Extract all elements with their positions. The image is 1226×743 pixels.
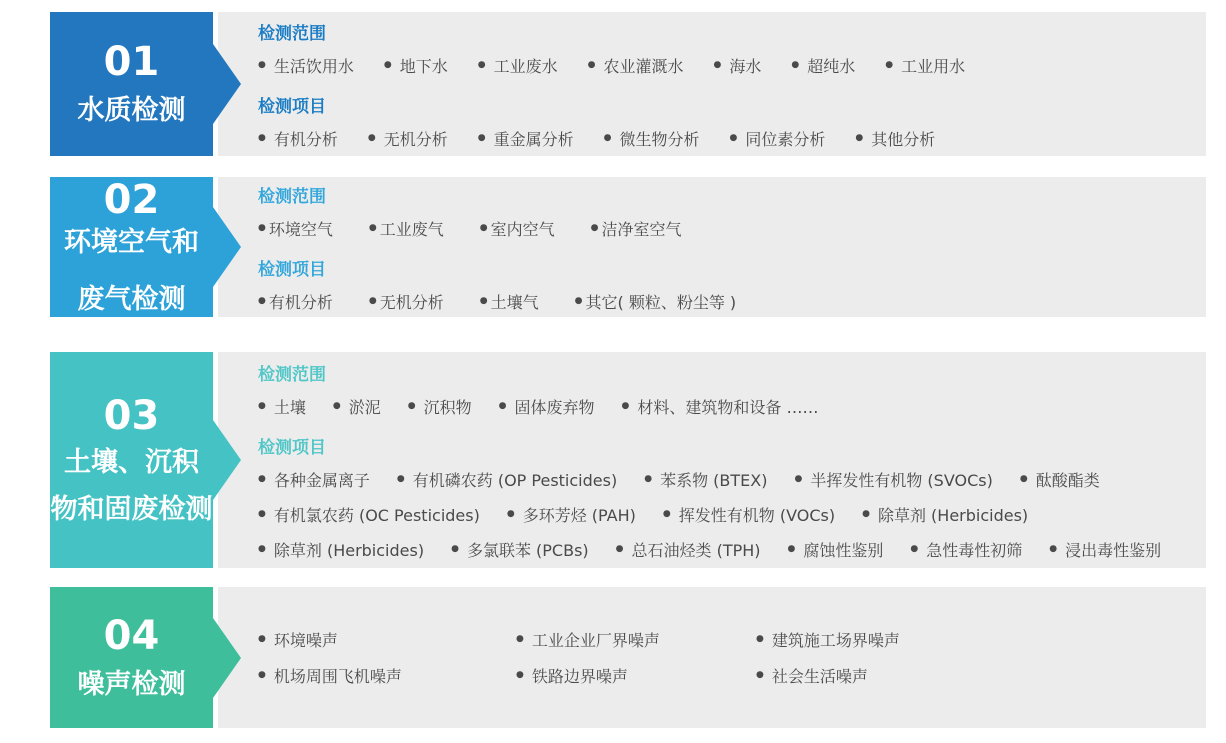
list-item [384, 54, 448, 77]
bullet-icon: ● [506, 508, 515, 519]
item-label: 土壤 [273, 397, 306, 417]
bullet-icon: ● [615, 543, 624, 554]
bullet-icon: ● [258, 634, 266, 644]
bullet-icon: ● [713, 59, 722, 70]
item-label: 腐蚀性鉴别 [803, 540, 884, 560]
item-label: 机场周围飞机噪声 [273, 667, 402, 686]
list-item [855, 127, 935, 150]
list-item [1049, 538, 1161, 561]
item-row [258, 503, 1206, 526]
list-item [622, 395, 819, 418]
bullet-icon: ● [258, 132, 266, 143]
item-label: 除草剂 (Herbicides) [877, 505, 1029, 525]
item-label: 急性毒性初筛 [926, 540, 1023, 560]
bullet-icon: ● [516, 634, 524, 644]
bullet-icon: ● [258, 222, 266, 233]
bullet-icon: ● [756, 670, 764, 680]
list-item [408, 395, 472, 418]
list-item [258, 664, 516, 687]
list-item [788, 538, 884, 561]
list-item [258, 395, 306, 418]
item-label: 环境空气 [268, 219, 333, 239]
bullet-icon: ● [1019, 473, 1028, 484]
list-item [714, 54, 762, 77]
bullet-icon: ● [791, 59, 800, 70]
list-item [604, 127, 700, 150]
item-row [258, 395, 1206, 418]
item-row [258, 664, 1206, 687]
bullet-icon: ● [794, 473, 803, 484]
list-item [397, 468, 617, 491]
item-label: 多环芳烃 (PAH) [522, 505, 636, 525]
list-item [910, 538, 1022, 561]
item-label: 其他分析 [871, 129, 936, 149]
item-label: 固体废弃物 [514, 397, 595, 417]
list-item [862, 503, 1028, 526]
list-item [368, 127, 448, 150]
section-02 [50, 177, 1206, 317]
bullet-icon: ● [258, 543, 266, 554]
block-heading: 检测范围 [258, 23, 326, 44]
section-03 [50, 352, 1206, 568]
item-row [258, 54, 1206, 77]
list-item [794, 468, 992, 491]
section-banner-arrow [50, 12, 213, 156]
item-label: 多氯联苯 (PCBs) [466, 540, 589, 560]
bullet-icon: ● [729, 132, 738, 143]
item-label: 社会生活噪声 [771, 667, 868, 686]
section-04 [50, 587, 1206, 728]
block-heading: 检测项目 [258, 437, 326, 458]
bullet-icon: ● [590, 222, 599, 233]
bullet-icon: ● [407, 400, 416, 411]
content-block [258, 360, 1206, 418]
list-item [478, 127, 574, 150]
list-item [451, 538, 589, 561]
item-label: 挥发性有机物 (VOCs) [678, 505, 836, 525]
bullet-icon: ● [587, 59, 596, 70]
item-label: 同位素分析 [745, 129, 826, 149]
list-item [1020, 468, 1100, 491]
item-label: 有机分析 [273, 129, 338, 149]
section-title: 噪声检测 [77, 668, 186, 700]
item-row [258, 127, 1206, 150]
list-item [258, 538, 424, 561]
content-block [258, 92, 1206, 150]
section-01 [50, 12, 1206, 156]
section-number: 02 [103, 176, 160, 223]
bullet-icon: ● [396, 473, 405, 484]
list-item [258, 217, 333, 240]
item-label: 淤泥 [348, 397, 381, 417]
item-label: 有机磷农药 (OP Pesticides) [412, 470, 618, 490]
list-item [591, 217, 682, 240]
item-label: 无机分析 [379, 292, 444, 312]
bullet-icon: ● [258, 295, 266, 306]
bullet-icon: ● [621, 400, 630, 411]
item-label: 酞酸酯类 [1035, 470, 1100, 490]
item-label: 重金属分析 [493, 129, 574, 149]
section-number: 03 [103, 392, 160, 439]
bullet-icon: ● [756, 634, 764, 644]
bullet-icon: ● [451, 543, 459, 554]
list-item [791, 54, 855, 77]
item-row [258, 468, 1206, 491]
item-row [258, 217, 1206, 240]
item-label: 生活饮用水 [273, 56, 354, 76]
list-item [516, 664, 756, 687]
list-item [507, 503, 636, 526]
section-content-panel [218, 12, 1206, 156]
bullet-icon: ● [603, 132, 612, 143]
bullet-icon: ● [368, 295, 377, 306]
block-heading: 检测范围 [258, 186, 326, 207]
list-item [663, 503, 835, 526]
bullet-icon: ● [258, 473, 266, 484]
list-item [575, 290, 737, 313]
bullet-icon: ● [787, 543, 796, 554]
bullet-icon: ● [258, 670, 266, 680]
block-heading: 检测范围 [258, 364, 326, 385]
item-label: 建筑施工场界噪声 [771, 631, 900, 650]
item-row [258, 538, 1206, 561]
item-label: 微生物分析 [619, 129, 700, 149]
block-heading: 检测项目 [258, 96, 326, 117]
item-label: 地下水 [399, 56, 448, 76]
block-heading: 检测项目 [258, 259, 326, 280]
item-label: 有机分析 [268, 292, 333, 312]
section-banner-arrow [50, 177, 213, 317]
content-block [258, 433, 1206, 561]
section-banner-arrow [50, 352, 213, 568]
content-block [258, 255, 1206, 313]
bullet-icon: ● [383, 59, 392, 70]
bullet-icon: ● [479, 295, 488, 306]
item-label: 洁净室空气 [601, 219, 682, 239]
section-content-panel [218, 177, 1206, 317]
item-label: 材料、建筑物和设备 …… [637, 397, 819, 417]
item-row [258, 628, 1206, 651]
list-item [258, 503, 480, 526]
bullet-icon: ● [862, 508, 870, 519]
item-label: 室内空气 [490, 219, 555, 239]
section-content-panel [218, 587, 1206, 728]
item-label: 浸出毒性鉴别 [1065, 540, 1162, 560]
content-block [258, 628, 1206, 687]
list-item [480, 217, 555, 240]
bullet-icon: ● [479, 222, 488, 233]
bullet-icon: ● [258, 508, 266, 519]
list-item [258, 54, 354, 77]
bullet-icon: ● [910, 543, 919, 554]
list-item [616, 538, 761, 561]
list-item [258, 127, 338, 150]
bullet-icon: ● [662, 508, 671, 519]
section-content-panel [218, 352, 1206, 568]
list-item [644, 468, 767, 491]
item-label: 土壤气 [490, 292, 539, 312]
section-banner-arrow [50, 587, 213, 728]
bullet-icon: ● [574, 295, 583, 306]
list-item [499, 395, 595, 418]
item-label: 苯系物 (BTEX) [660, 470, 768, 490]
bullet-icon: ● [477, 59, 486, 70]
item-label: 半挥发性有机物 (SVOCs) [810, 470, 993, 490]
section-title: 土壤、沉积 [64, 446, 199, 478]
list-item [258, 290, 333, 313]
list-item [480, 290, 539, 313]
section-title: 水质检测 [77, 95, 186, 127]
item-label: 有机氯农药 (OC Pesticides) [273, 505, 480, 525]
item-label: 工业废气 [379, 219, 444, 239]
bullet-icon: ● [516, 670, 524, 680]
bullet-icon: ● [367, 132, 376, 143]
item-label: 超纯水 [807, 56, 856, 76]
section-number: 04 [103, 612, 160, 659]
section-title: 环境空气和 [64, 226, 199, 258]
item-label: 各种金属离子 [273, 470, 370, 490]
item-label: 除草剂 (Herbicides) [273, 540, 425, 560]
bullet-icon: ● [368, 222, 377, 233]
list-item [258, 468, 370, 491]
list-item [885, 54, 965, 77]
item-label: 海水 [729, 56, 762, 76]
bullet-icon: ● [498, 400, 507, 411]
list-item [369, 290, 444, 313]
list-item [588, 54, 684, 77]
item-label: 沉积物 [423, 397, 472, 417]
item-label: 铁路边界噪声 [531, 667, 628, 686]
list-item [333, 395, 381, 418]
list-item [730, 127, 826, 150]
list-item [478, 54, 558, 77]
item-label: 总石油烃类 (TPH) [631, 540, 761, 560]
item-label: 工业用水 [901, 56, 966, 76]
content-block [258, 182, 1206, 240]
bullet-icon: ● [885, 59, 894, 70]
list-item [258, 628, 516, 651]
bullet-icon: ● [644, 473, 653, 484]
section-number: 01 [103, 39, 160, 86]
section-title: 废气检测 [77, 284, 186, 315]
bullet-icon: ● [258, 59, 266, 70]
bullet-icon: ● [1049, 543, 1058, 554]
bullet-icon: ● [332, 400, 341, 411]
item-label: 农业灌溉水 [603, 56, 684, 76]
item-label: 无机分析 [383, 129, 448, 149]
item-label: 工业废水 [493, 56, 558, 76]
content-block [258, 19, 1206, 77]
item-label: 其它( 颗粒、粉尘等 ) [585, 292, 737, 312]
list-item [756, 628, 1206, 651]
list-item [369, 217, 444, 240]
bullet-icon: ● [855, 132, 864, 143]
list-item [756, 664, 1206, 687]
bullet-icon: ● [477, 132, 486, 143]
list-item [516, 628, 756, 651]
item-label: 工业企业厂界噪声 [531, 631, 660, 650]
section-title: 物和固废检测 [50, 494, 213, 525]
item-label: 环境噪声 [273, 631, 338, 650]
item-row [258, 290, 1206, 313]
bullet-icon: ● [258, 400, 266, 411]
